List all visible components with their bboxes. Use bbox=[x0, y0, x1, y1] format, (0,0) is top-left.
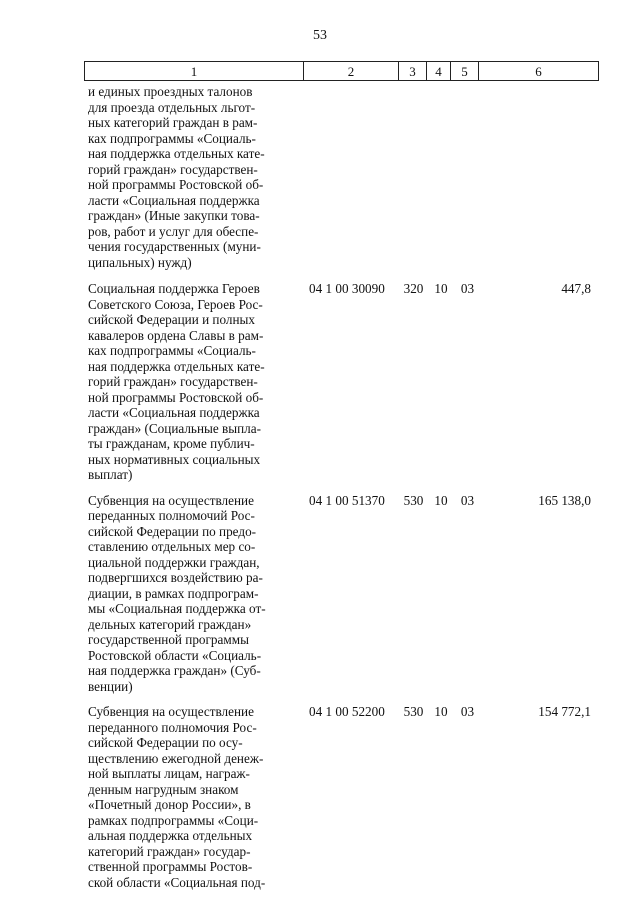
row-name-line: горий граждан» государствен- bbox=[88, 374, 258, 389]
row-name-line: Субвенция на осуществление bbox=[88, 704, 254, 719]
header-col-5: 5 bbox=[451, 62, 479, 80]
row-name-line: ках подпрограммы «Социаль- bbox=[88, 130, 256, 146]
row-name-line: чения государственных (муни- bbox=[88, 239, 261, 254]
row-name bbox=[88, 281, 301, 483]
header-col-1: 1 bbox=[85, 62, 304, 80]
row-sum: 165 138,0 bbox=[538, 492, 591, 508]
row-name-line: денным нагрудным знаком bbox=[88, 781, 239, 797]
row-sum: 154 772,1 bbox=[538, 704, 591, 719]
header-col-4: 4 bbox=[427, 62, 451, 80]
row-name-line: ных категорий граждан в рам- bbox=[88, 115, 258, 130]
row-name-line: ласти «Социальная поддержка bbox=[88, 405, 260, 420]
row-name-line: ты гражданам, кроме публич- bbox=[88, 436, 255, 451]
row-name-line: мы «Социальная поддержка от- bbox=[88, 601, 266, 616]
row-rz: 10 bbox=[434, 492, 448, 508]
row-name-line: ной выплаты лицам, награж- bbox=[88, 766, 250, 781]
row-name-line: сийской Федерации и полных bbox=[88, 312, 256, 327]
row-name bbox=[88, 704, 301, 890]
row-name-line: горий граждан» государствен- bbox=[88, 161, 258, 177]
row-name-line: ров, работ и услуг для обеспе- bbox=[88, 223, 259, 239]
row-name bbox=[88, 493, 301, 695]
page-number: 53 bbox=[313, 28, 327, 43]
row-name-line: ской области «Социальная под- bbox=[88, 874, 266, 890]
row-name-line: диации, в рамках подпрограм- bbox=[88, 585, 259, 601]
row-name-line: и единых проездных талонов bbox=[88, 84, 253, 99]
row-name-line: ной программы Ростовской об- bbox=[88, 177, 264, 192]
row-name-line: ществлению ежегодной денеж- bbox=[88, 750, 264, 766]
row-name-line: государственной программы bbox=[88, 632, 249, 647]
row-name-line: Социальная поддержка Героев bbox=[88, 281, 260, 296]
row-name-line: кавалеров ордена Славы в рам- bbox=[88, 327, 264, 343]
row-name-line: венции) bbox=[88, 678, 133, 694]
row-name-line: выплат) bbox=[88, 467, 133, 482]
row-name-line: ная поддержка отдельных кате- bbox=[88, 146, 265, 161]
row-name-line: ципальных) нужд) bbox=[88, 254, 192, 270]
row-name-line: для проезда отдельных льгот- bbox=[88, 99, 256, 115]
row-name-line: ной программы Ростовской об- bbox=[88, 389, 264, 405]
row-name-line: граждан» (Иные закупки това- bbox=[88, 208, 260, 223]
row-name-line: альная поддержка отдельных bbox=[88, 828, 253, 843]
row-rz: 10 bbox=[434, 281, 448, 296]
row-name-line: дельных категорий граждан» bbox=[88, 616, 252, 632]
row-name-line: Советского Союза, Героев Рос- bbox=[88, 296, 263, 312]
table-row bbox=[86, 493, 598, 695]
row-name-line: переданного полномочия Рос- bbox=[88, 719, 257, 735]
row-name-line: ках подпрограммы «Социаль- bbox=[88, 343, 256, 358]
table-body bbox=[86, 84, 598, 900]
row-code: 04 1 00 51370 bbox=[309, 492, 385, 508]
row-name-line: ная поддержка граждан» (Суб- bbox=[88, 663, 261, 678]
row-name-line: ственной программы Ростов- bbox=[88, 859, 253, 874]
header-col-3: 3 bbox=[399, 62, 427, 80]
row-name-line: сийской Федерации по предо- bbox=[88, 523, 257, 539]
row-name-line: ная поддержка отдельных кате- bbox=[88, 358, 265, 374]
header-col-6: 6 bbox=[535, 63, 542, 79]
table-row bbox=[86, 84, 598, 270]
row-name-line: граждан» (Социальные выпла- bbox=[88, 420, 261, 436]
row-code: 04 1 00 30090 bbox=[309, 281, 385, 296]
row-pr: 03 bbox=[460, 281, 475, 296]
table-header bbox=[84, 61, 599, 81]
table-row bbox=[86, 281, 598, 483]
row-name-line: категорий граждан» государ- bbox=[88, 843, 251, 859]
row-pr: 03 bbox=[460, 704, 475, 719]
row-name-line: подвергшихся воздействию ра- bbox=[88, 570, 263, 585]
row-name-line: ласти «Социальная поддержка bbox=[88, 192, 260, 208]
row-vr: 530 bbox=[403, 492, 424, 508]
row-name-line: ставлению отдельных мер со- bbox=[88, 539, 256, 554]
row-name-line: Ростовской области «Социаль- bbox=[88, 647, 262, 663]
row-pr: 03 bbox=[460, 492, 475, 508]
row-name-line: циальной поддержки граждан, bbox=[88, 554, 260, 570]
row-name bbox=[88, 84, 301, 270]
row-name-line: рамках подпрограммы «Соци- bbox=[88, 812, 259, 828]
row-vr: 320 bbox=[403, 281, 424, 296]
table-row bbox=[86, 704, 598, 890]
row-rz: 10 bbox=[434, 704, 448, 719]
row-name-line: переданных полномочий Рос- bbox=[88, 508, 255, 523]
row-name-line: Субвенция на осуществление bbox=[88, 492, 254, 508]
row-name-line: ных нормативных социальных bbox=[88, 451, 261, 467]
row-name-line: сийской Федерации по осу- bbox=[88, 735, 243, 750]
row-vr: 530 bbox=[403, 704, 424, 719]
header-col-2: 2 bbox=[304, 62, 399, 80]
row-sum: 447,8 bbox=[561, 281, 591, 296]
row-code: 04 1 00 52200 bbox=[309, 704, 385, 719]
row-name-line: «Почетный донор России», в bbox=[88, 797, 251, 812]
